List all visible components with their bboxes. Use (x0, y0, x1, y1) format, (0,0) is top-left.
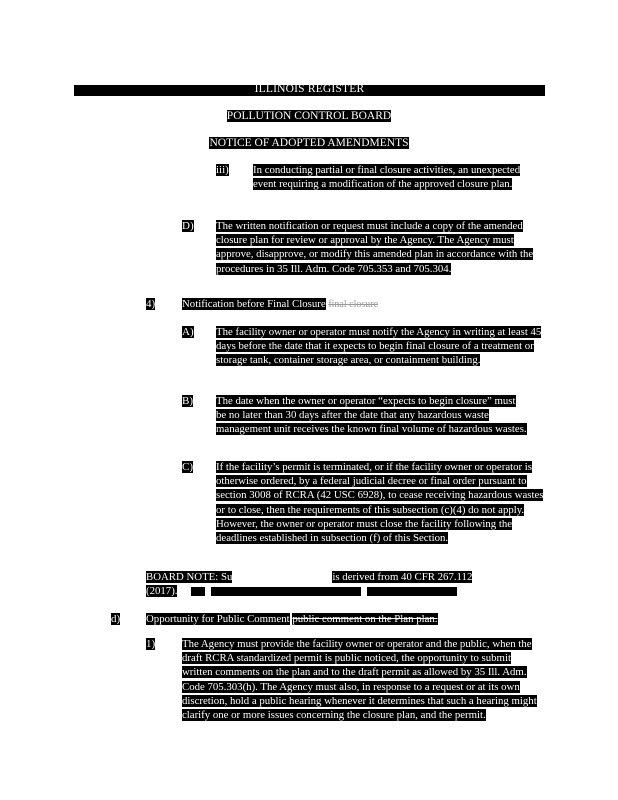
item-text-iii: In conducting partial or final closure activities, an unexpected event requiring a modification of the approved closure plan. (253, 164, 521, 191)
item-label-C: C) (182, 461, 193, 473)
item-label-iii: iii) (216, 164, 229, 176)
item-text-B: The date when the owner or operator “expects to begin closure” must be no later than 30 days after the date that any hazardous waste management unit receives the known final volume of hazardous wastes. (216, 395, 527, 436)
item-text-A: The facility owner or operator must notify the Agency in writing at least 45 days before the date that it expects to begin final closure of a treatment or storage tank, container storage area, or containment building. (216, 326, 542, 367)
item-text-C: If the facility’s permit is terminated, or if the facility owner or operator is otherwise ordered, by a federal judicial decree or final order pursuant to section 3008 of RCRA (42 USC 6928), to cease receiving hazardous wastes or to close, then the requirements of this subsection (c)(4) do not apply. However, the owner or operator must close the facility following the deadlines established in subsection (f) of this Section. (216, 461, 544, 545)
notice-title: NOTICE OF ADOPTED AMENDMENTS (209, 137, 409, 149)
item-label-D: D) (182, 220, 194, 232)
item-text-D: The written notification or request must include a copy of the amended closure plan for review or approval by the Agency. The Agency must approve, disapprove, or modify this amended plan in accordance with the procedures in 35 Ill. Adm. Code 705.353 and 705.304. (216, 220, 534, 275)
item-label-d1: 1) (146, 638, 156, 650)
item-label-B: B) (182, 395, 193, 407)
item-text-d1: The Agency must provide the facility owner or operator and the public, when the draft RCRA standardized permit is public noticed, the opportunity to submit written comments on the plan and to the draft permit as allowed by 35 Ill. Adm. Code 705.303(h). The Agency must also, in response to a request or at its own discretion, hold a public hearing whenever it determines that such a hearing might clarify one or more issues concerning the closure plan, and the permit. (182, 638, 537, 722)
board-title: POLLUTION CONTROL BOARD (226, 110, 392, 122)
item-label-4: 4) (146, 298, 156, 310)
section-d-heading: Opportunity for Public Comment public comment on the Plan plan. (146, 613, 438, 625)
item-heading-4: Notification before Final Closure final closure (182, 298, 379, 310)
section-d-label: d) (111, 613, 121, 625)
board-note: BOARD NOTE: Su is derived from 40 CFR 267.112 (2017). (146, 571, 473, 598)
register-title: ILLINOIS REGISTER (254, 83, 365, 95)
item-label-A: A) (182, 326, 194, 338)
